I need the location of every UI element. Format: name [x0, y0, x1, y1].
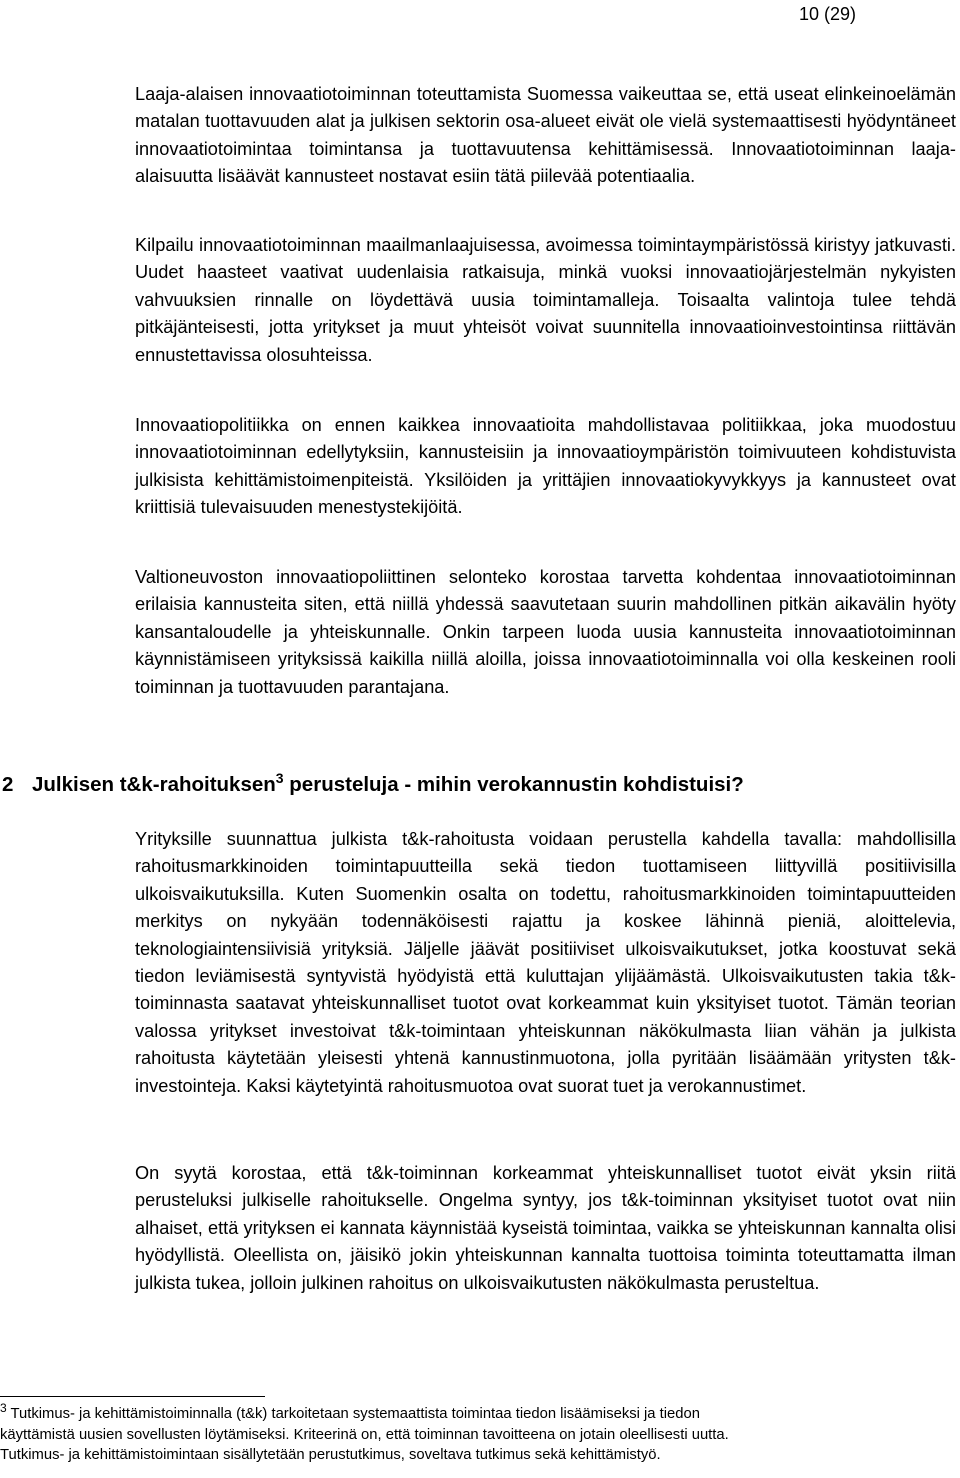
- footnote-marker: 3: [0, 1401, 7, 1416]
- paragraph-2: Kilpailu innovaatiotoiminnan maailmanlaajuisessa, avoimessa toimintaympäristössä kiristyy jatkuvasti. Uudet haasteet vaativat uudenlaisia ratkaisuja, minkä vuoksi innovaatiojärjestelmän nykyisten vahvuuksien rinnalle on löydettävä uusia toimintamalleja. Toisaalta valintoja tulee tehdä pitkäjänteisesti, jotta yritykset ja muut yhteisöt voivat suunnitella innovaatioinvestointinsa riittävän ennustettavissa olosuhteissa.: [135, 235, 956, 365]
- paragraph-4: Valtioneuvoston innovaatiopoliittinen selonteko korostaa tarvetta kohdentaa innovaatiotoiminnan erilaisia kannusteita siten, että niillä yhdessä saavutetaan suurin mahdollinen pitkän aikavälin hyöty kansantaloudelle ja yhteiskunnalle. Onkin tarpeen luoda uusia kannusteita innovaatiotoiminnan käynnistämiseen yrityksissä kaikilla niillä aloilla, joissa innovaatiotoiminnalla voi olla keskeinen rooli toiminnan ja tuottavuuden parantajana.: [135, 567, 956, 697]
- paragraph-1: Laaja-alaisen innovaatiotoiminnan toteuttamista Suomessa vaikeuttaa se, että useat elinkeinoelämän matalan tuottavuuden alat ja julkisen sektorin osa-alueet eivät ole vielä systemaattisesti hyödyntäneet innovaatiotoimintaa toimintansa ja tuottavuutensa kehittämisessä. Innovaatiotoiminnan laaja-alaisuutta lisäävät kannusteet nostavat esiin tätä piilevää potentiaalia.: [135, 84, 956, 187]
- section-heading: [2, 770, 942, 800]
- section-number: 2: [2, 773, 14, 796]
- footnote-line-1: [0, 1401, 950, 1425]
- paragraph-5: Yrityksille suunnattua julkista t&k-rahoitusta voidaan perustella kahdella tavalla: mahdollisilla rahoitusmarkkinoiden toimintapuutteilla sekä tiedon tuottamiseen liittyvillä positiivisilla ulkoisvaikutuksilla. Kuten Suomenkin osalta on todettu, rahoitusmarkkinoiden toimintapuutteiden merkitys on nykyään todennäköisesti rajattu ja koskee lähinnä pieniä, aloittelevia, teknologiaintensiivisiä yrityksiä. Jäljelle jäävät positiiviset ulkoisvaikutukset, jotka koostuvat sekä tiedon leviämisestä syntyvistä hyödyistä että kuluttajan ylijäämästä. Ulkoisvaikutusten takia t&k-toiminnasta saatavat yhteiskunnalliset tuotot ovat korkeammat kuin yksityiset tuotot. Tämän teorian valossa yritykset investoivat t&k-toimintaan yhteiskunnan näkökulmasta liian vähän ja julkista rahoitusta käytetään yleisesti yhtenä kannustinmuotona, jolla pyritään lisäämään yritysten t&k-investointeja. Kaksi käytetyintä rahoitusmuotoa ovat suorat tuet ja verokannustimet.: [135, 829, 956, 1096]
- footnote-line-2: käyttämistä uusien sovellusten löytämiseksi. Kriteerinä on, että toiminnan tavoitteena on jotain oleellisesti uutta.: [0, 1426, 729, 1443]
- footnote-reference[interactable]: 3: [275, 770, 284, 787]
- section-title-start: Julkisen t&k-rahoituksen: [32, 773, 276, 796]
- footnote-text-1: Tutkimus- ja kehittämistoiminnalla (t&k) tarkoitetaan systemaattista toimintaa tiedon lisäämiseksi ja tiedon: [6, 1406, 700, 1422]
- paragraph-6: On syytä korostaa, että t&k-toiminnan korkeammat yhteiskunnalliset tuotot eivät yksin riitä perusteluksi julkiselle rahoitukselle. Ongelma syntyy, jos t&k-toiminnan yksityiset tuotot ovat niin alhaiset, että yrityksen ei kannata käynnistää kyseistä toimintaa, vaikka se yhteiskunnan kannalta olisi hyödyllistä. Oleellista on, jäisikö jokin yhteiskunnan kannalta tuottoisa toiminta toteuttamatta ilman julkista tukea, jolloin julkinen rahoitus on ulkoisvaikutusten näkökulmasta perusteltua.: [135, 1163, 956, 1293]
- footnote-line-3: Tutkimus- ja kehittämistoimintaan sisällytetään perustutkimus, soveltava tutkimus sekä kehittämistyö.: [0, 1447, 661, 1463]
- paragraph-3: Innovaatiopolitiikka on ennen kaikkea innovaatioita mahdollistavaa politiikkaa, joka muodostuu innovaatiotoiminnan edellytyksiin, kannusteisiin ja innovaatioympäristön toimivuuteen kohdistuvista julkisista kehittämistoimenpiteistä. Yksilöiden ja yrittäjien innovaatiokyvykkyys ja kannusteet ovat kriittisiä tulevaisuuden menestystekijöitä.: [135, 415, 956, 518]
- footnote-separator: [0, 1396, 265, 1397]
- page-number: 10 (29): [798, 4, 856, 24]
- footnote: [0, 1401, 950, 1466]
- section-title-end: perusteluja - mihin verokannustin kohdistuisi?: [283, 773, 744, 796]
